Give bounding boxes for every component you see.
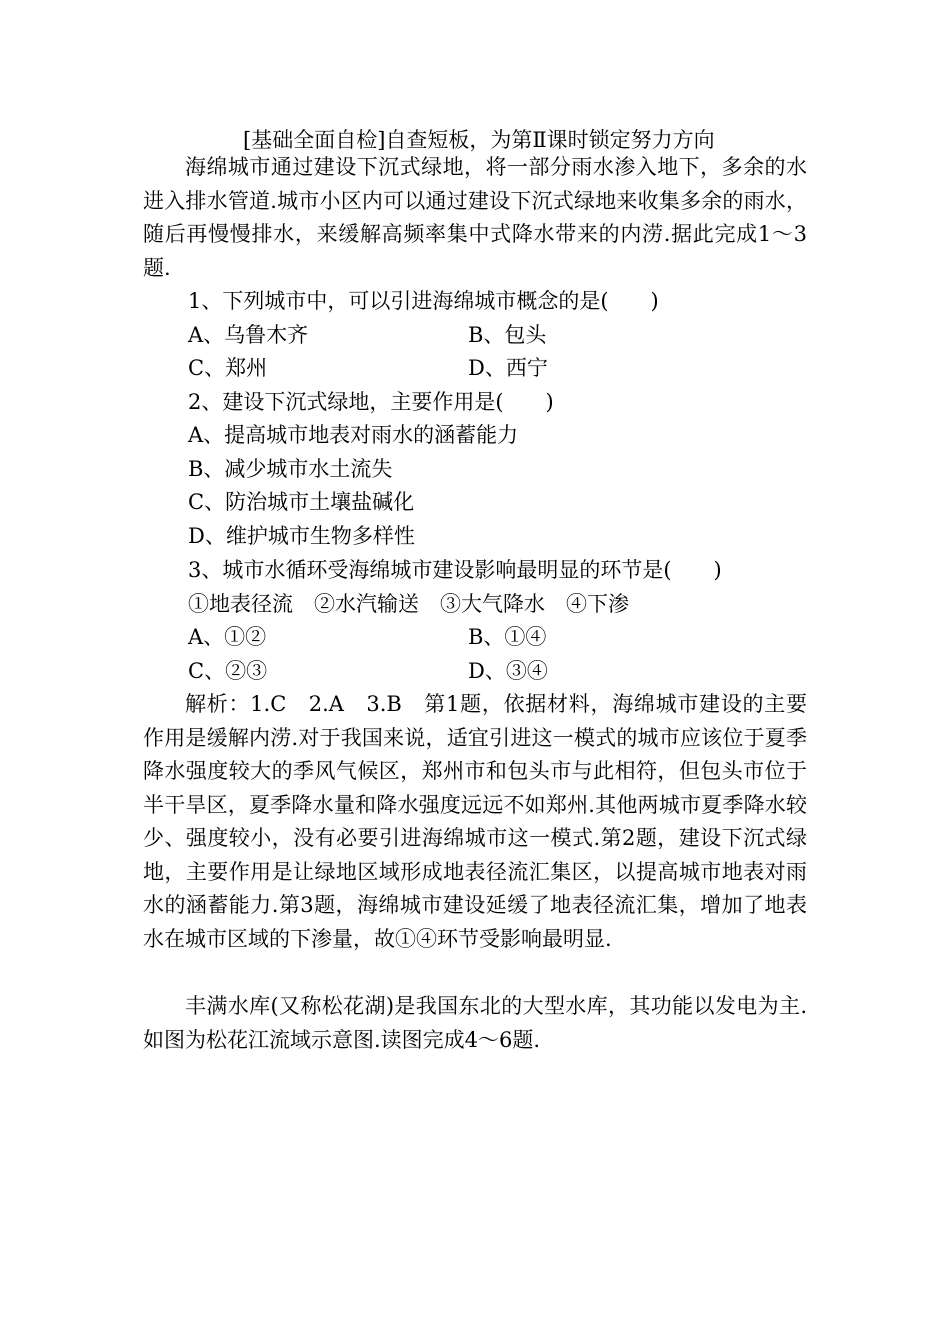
question-3-option-d: D、③④: [468, 659, 548, 683]
question-2-option-a: A、提高城市地表对雨水的涵蓄能力: [188, 423, 519, 447]
question-3-items: ①地表径流 ②水汽输送 ③大气降水 ④下渗: [188, 592, 629, 616]
question-1-stem: 1、下列城市中，可以引进海绵城市概念的是( ): [188, 289, 659, 313]
question-1-option-b: B、包头: [468, 323, 547, 347]
analysis-paragraph: 解析：1.C 2.A 3.B 第1题，依据材料，海绵城市建设的主要作用是缓解内涝.对于我国来说，适宜引进这一模式的城市应该位于夏季降水强度较大的季风气候区，郑州市和包头市与此相符，但包头市位于半干旱区，夏季降水量和降水强度远远不如郑州.其他两城市夏季降水较少、强度较小，没有必要引进海绵城市这一模式.第2题，建设下沉式绿地，主要作用是让绿地区域形成地表径流汇集区，以提高城市地表对雨水的涵蓄能力.第3题，海绵城市建设延缓了地表径流汇集，增加了地表水在城市区域的下渗量，故①④环节受影响最明显.: [143, 692, 807, 951]
question-2-option-c: C、防治城市土壤盐碱化: [188, 490, 415, 514]
question-1-option-a: A、乌鲁木齐: [188, 323, 309, 347]
question-1-option-d: D、西宁: [468, 356, 548, 380]
question-2-option-b: B、减少城市水土流失: [188, 457, 393, 481]
question-3-option-b: B、①④: [468, 625, 547, 649]
question-3-option-c: C、②③: [188, 659, 268, 683]
next-section-paragraph: 丰满水库(又称松花湖)是我国东北的大型水库，其功能以发电为主.如图为松花江流域示意图.读图完成4～6题.: [143, 994, 807, 1052]
question-2-option-d: D、维护城市生物多样性: [188, 524, 415, 548]
question-3-stem: 3、城市水循环受海绵城市建设影响最明显的环节是( ): [188, 558, 722, 582]
question-3-option-a: A、①②: [188, 625, 267, 649]
intro-paragraph: 海绵城市通过建设下沉式绿地，将一部分雨水渗入地下，多余的水进入排水管道.城市小区内可以通过建设下沉式绿地来收集多余的雨水，随后再慢慢排水，来缓解高频率集中式降水带来的内涝.据此完成1～3题.: [143, 155, 807, 280]
question-2-stem: 2、建设下沉式绿地，主要作用是( ): [188, 390, 554, 414]
question-1-option-c: C、郑州: [188, 356, 268, 380]
section-title: [基础全面自检]自查短板，为第Ⅱ课时锁定努力方向: [243, 128, 715, 152]
